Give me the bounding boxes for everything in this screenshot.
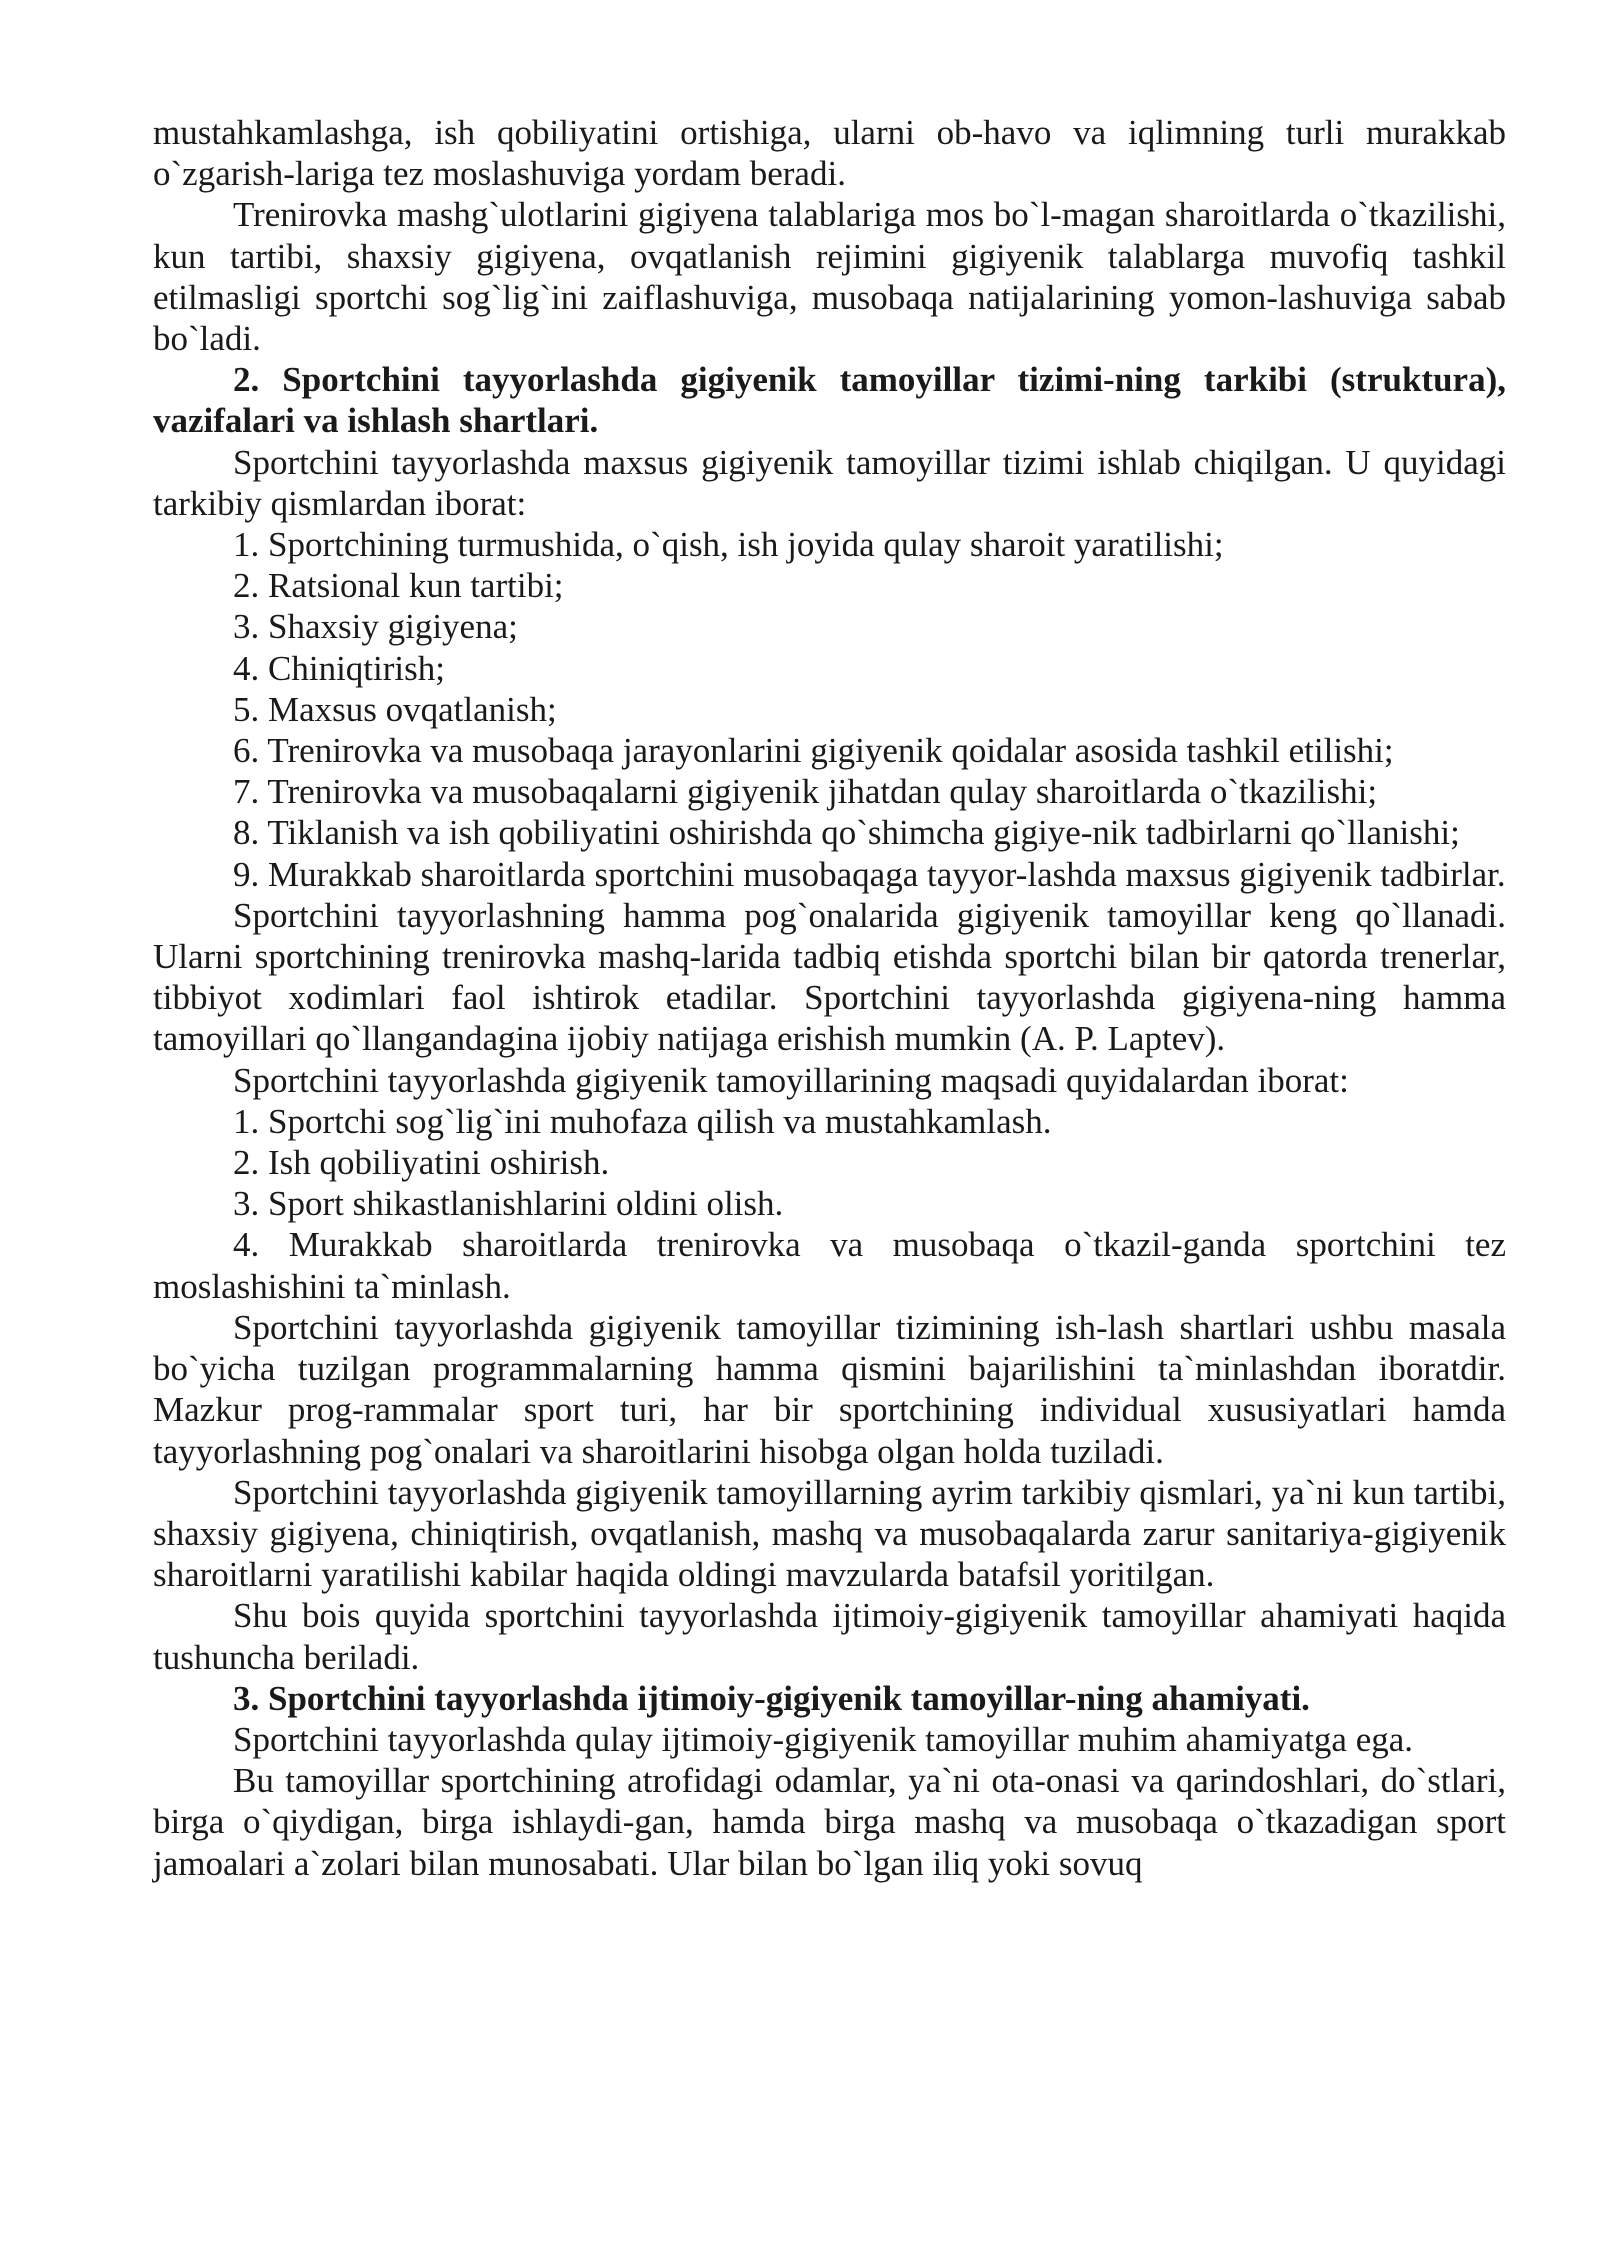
goals-list bbox=[153, 1101, 1506, 1307]
components-list bbox=[153, 524, 1506, 895]
list-item: 1. Sportchi sog`lig`ini muhofaza qilish va mustahkamlash. bbox=[233, 1101, 1052, 1141]
paragraph: Bu tamoyillar sportchining atrofidagi odamlar, ya`ni ota-onasi va qarindoshlari, do`stlari, birga o`qiydigan, birga ishlaydi-gan, hamda birga mashq va musobaqa o`tkazadigan sport jamoalari a`zolari bilan munosabati. Ular bilan bo`lgan iliq yoki sovuq bbox=[153, 1761, 1506, 1883]
list-item: 2. Ratsional kun tartibi; bbox=[233, 566, 564, 606]
paragraph: Sportchini tayyorlashning hamma pog`onalarida gigiyenik tamoyillar keng qo`llanadi. Ularni sportchining trenirovka mashq-larida tadbiq etishda sportchi bilan bir qatorda trenerlar, tibbiyot xodimlari faol ishtirok etadilar. Sportchini tayyorlashda gigiyena-ning hamma tamoyillari qo`llangandagina ijobiy natijaga erishish mumkin (A. P. Laptev). bbox=[153, 895, 1506, 1059]
list-item: 6. Trenirovka va musobaqa jarayonlarini gigiyenik qoidalar asosida tashkil etilishi; bbox=[233, 731, 1394, 771]
list-item: 1. Sportchining turmushida, o`qish, ish joyida qulay sharoit yaratilishi; bbox=[233, 525, 1224, 565]
paragraph: Sportchini tayyorlashda qulay ijtimoiy-gigiyenik tamoyillar muhim ahamiyatga ega. bbox=[233, 1719, 1414, 1759]
list-item: 4. Chiniqtirish; bbox=[233, 648, 445, 688]
list-item: 3. Sport shikastlanishlarini oldini olish. bbox=[233, 1184, 784, 1224]
document-page bbox=[153, 112, 1506, 1884]
paragraph: Sportchini tayyorlashda gigiyenik tamoyillarining maqsadi quyidalardan iborat: bbox=[233, 1060, 1349, 1100]
paragraph: mustahkamlashga, ish qobiliyatini ortishiga, ularni ob-havo va iqlimning turli murakkab o`zgarish-lariga tez moslashuviga yordam beradi. bbox=[153, 113, 1506, 194]
list-item: 9. Murakkab sharoitlarda sportchini musobaqaga tayyor-lashda maxsus gigiyenik tadbirlar. bbox=[233, 854, 1506, 894]
list-item: 5. Maxsus ovqatlanish; bbox=[233, 689, 557, 729]
section-heading-2: 2. Sportchini tayyorlashda gigiyenik tamoyillar tizimi-ning tarkibi (struktura), vazifalari va ishlash shartlari. bbox=[153, 360, 1506, 441]
paragraph: Sportchini tayyorlashda gigiyenik tamoyillarning ayrim tarkibiy qismlari, ya`ni kun tartibi, shaxsiy gigiyena, chiniqtirish, ovqatlanish, mashq va musobaqalarda zarur sanitariya-gigiyenik sharoitlarni yaratilishi kabilar haqida oldingi mavzularda batafsil yoritilgan. bbox=[153, 1472, 1506, 1595]
list-item: 7. Trenirovka va musobaqalarni gigiyenik jihatdan qulay sharoitlarda o`tkazilishi; bbox=[233, 772, 1378, 812]
paragraph: Shu bois quyida sportchini tayyorlashda ijtimoiy-gigiyenik tamoyillar ahamiyati haqida tushuncha beriladi. bbox=[153, 1596, 1506, 1677]
list-item: 2. Ish qobiliyatini oshirish. bbox=[233, 1143, 610, 1183]
paragraph: Sportchini tayyorlashda maxsus gigiyenik tamoyillar tizimi ishlab chiqilgan. U quyidagi tarkibiy qismlardan iborat: bbox=[153, 442, 1506, 523]
paragraph: Sportchini tayyorlashda gigiyenik tamoyillar tizimining ish-lash shartlari ushbu masala bo`yicha tuzilgan programmalarning hamma qismini bajarilishini ta`minlashdan iboratdir. Mazkur prog-rammalar sport turi, har bir sportchining individual xususiyatlari hamda tayyorlashning pog`onalari va sharoitlarini hisobga olgan holda tuziladi. bbox=[153, 1307, 1506, 1471]
list-item: 4. Murakkab sharoitlarda trenirovka va musobaqa o`tkazil-ganda sportchini tez moslashishini ta`minlash. bbox=[153, 1225, 1506, 1306]
list-item: 8. Tiklanish va ish qobiliyatini oshirishda qo`shimcha gigiye-nik tadbirlarni qo`llanishi; bbox=[233, 813, 1460, 853]
section-heading-3: 3. Sportchini tayyorlashda ijtimoiy-gigiyenik tamoyillar-ning ahamiyati. bbox=[233, 1678, 1310, 1718]
list-item: 3. Shaxsiy gigiyena; bbox=[233, 607, 518, 647]
paragraph: Trenirovka mashg`ulotlarini gigiyena talablariga mos bo`l-magan sharoitlarda o`tkazilishi, kun tartibi, shaxsiy gigiyena, ovqatlanish rejimini gigiyenik talablarga muvofiq tashkil etilmasligi sportchi sog`lig`ini zaiflashuviga, musobaqa natijalarining yomon-lashuviga sabab bo`ladi. bbox=[153, 195, 1506, 359]
